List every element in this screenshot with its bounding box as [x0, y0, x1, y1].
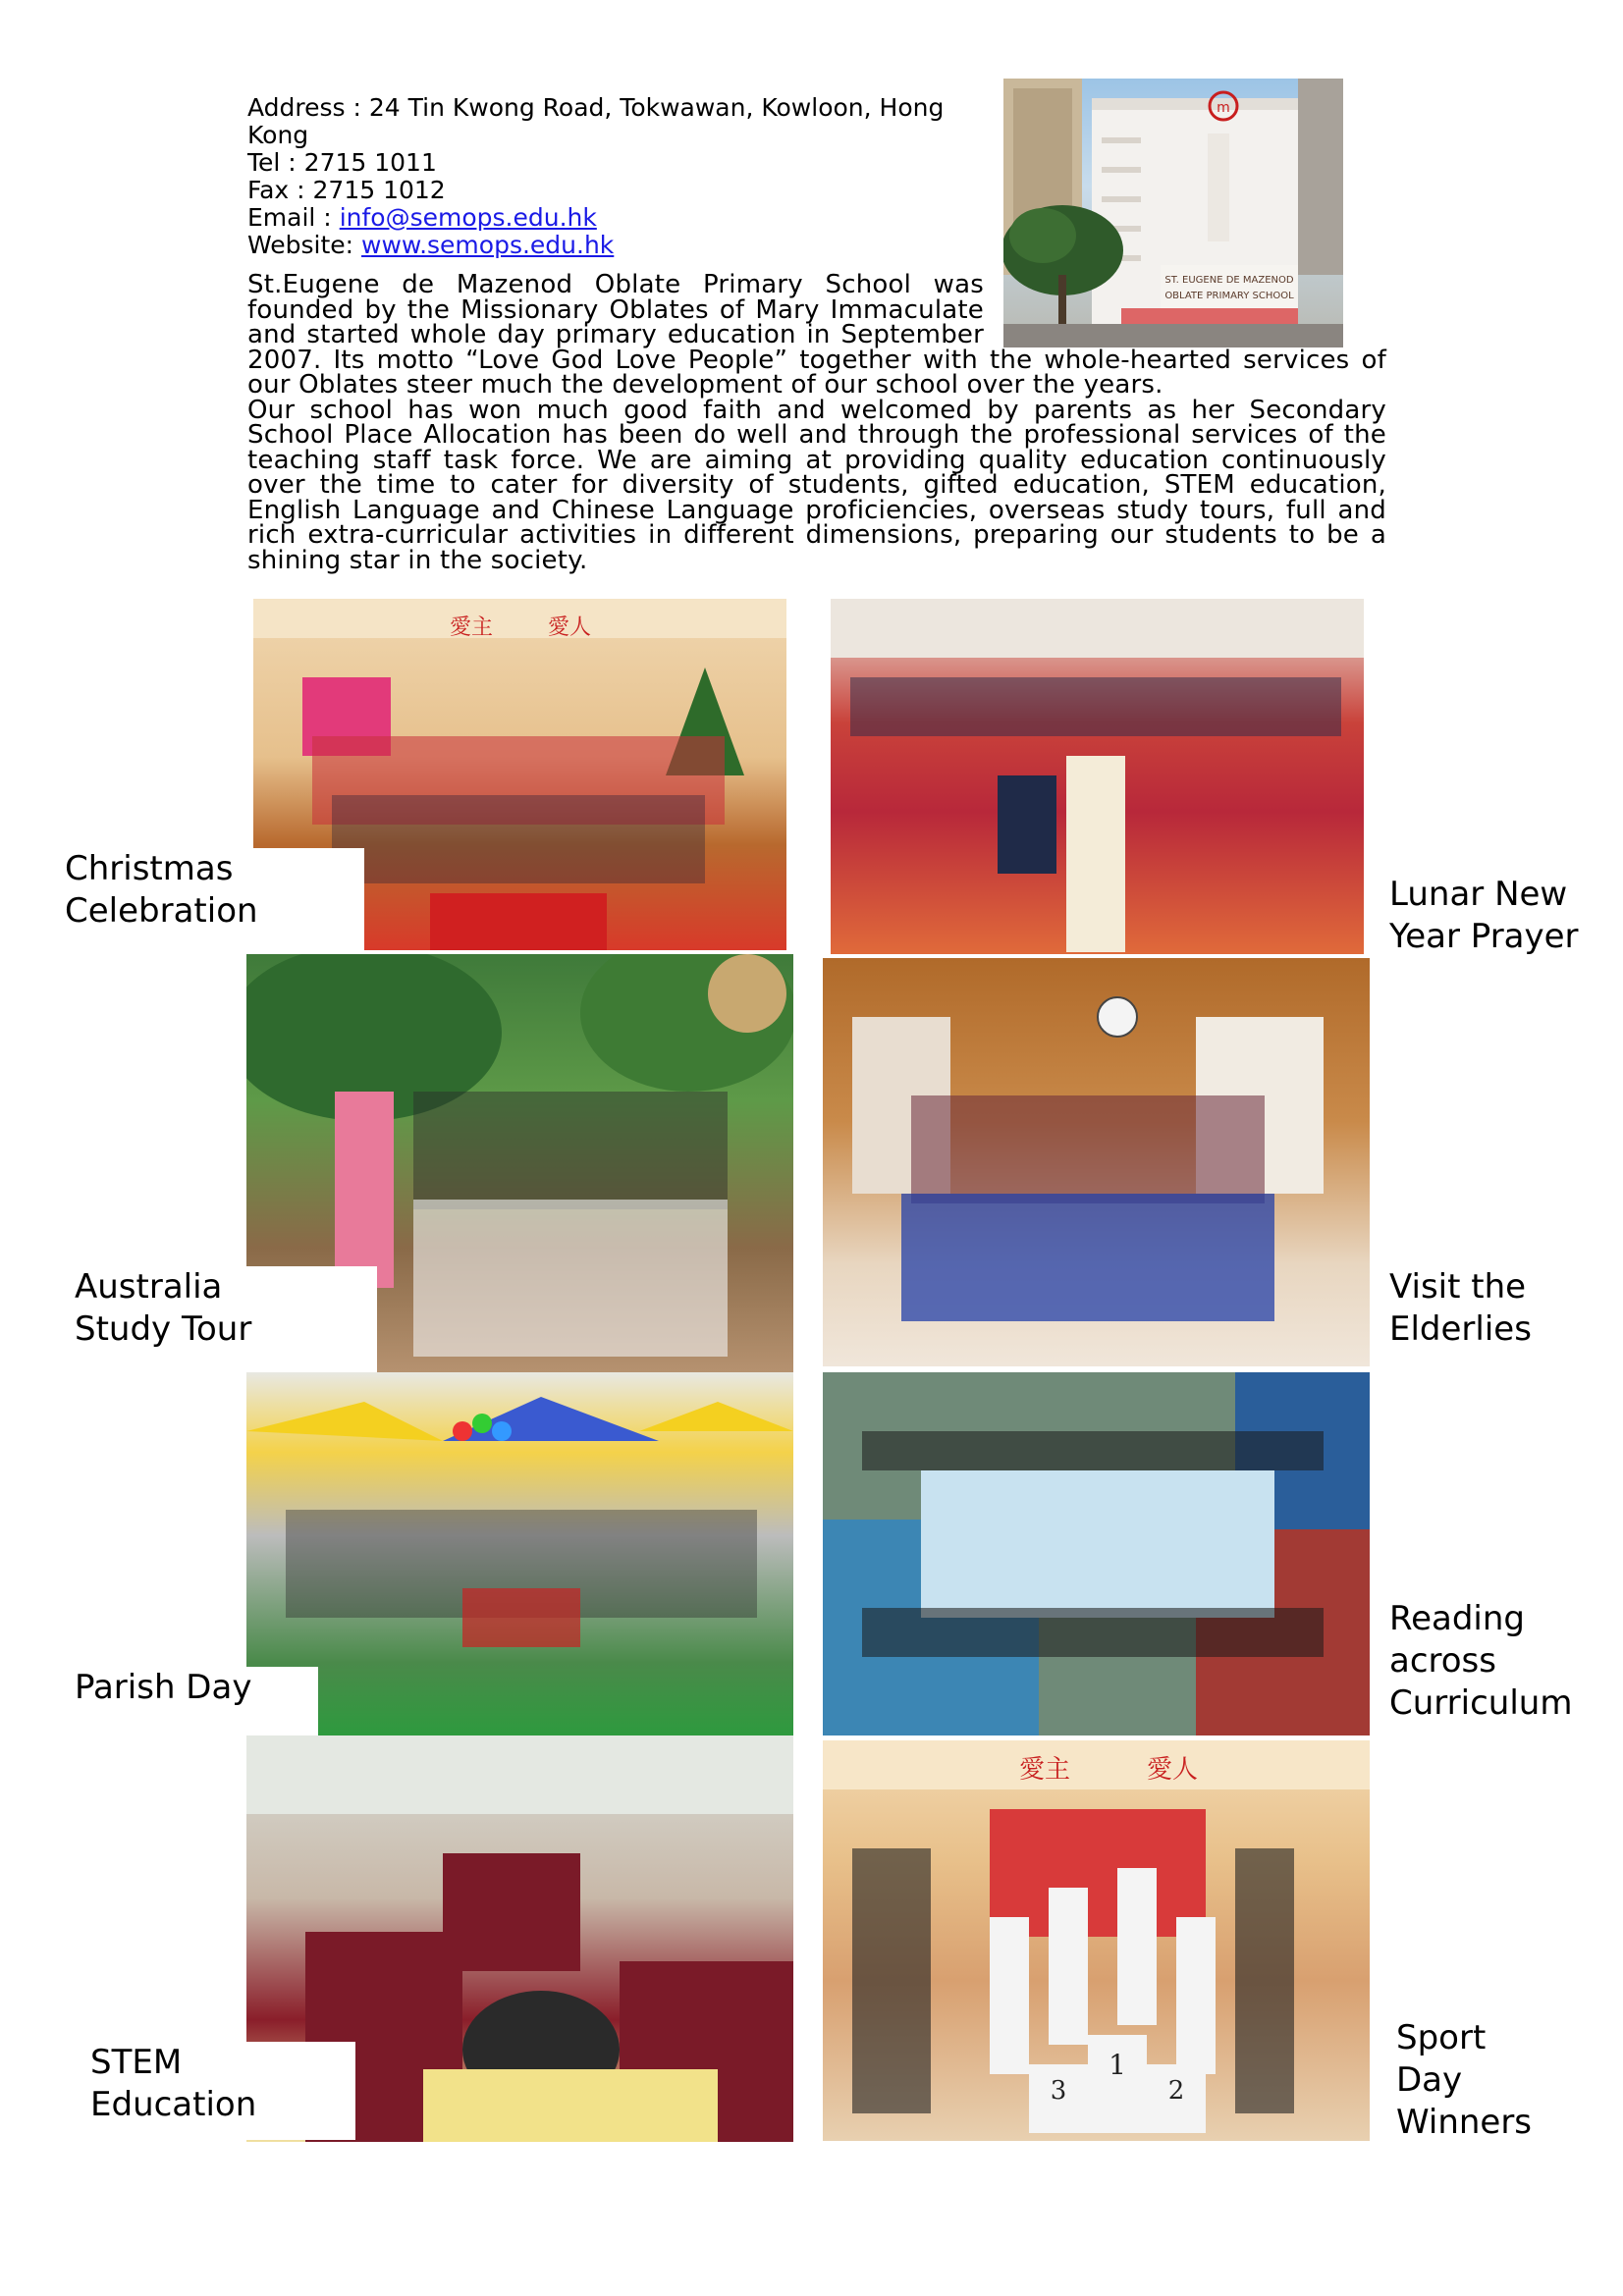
reading-photo	[823, 1372, 1370, 1735]
intro-paragraph-1: St.Eugene de Mazenod Oblate Primary School was founded by the Missionary Oblates of Mary Immaculate and started whole day primary education in September 2007. Its motto “Love God Love People” together with the whole-hearted services of our Oblates steer much the development of our school over the years.	[247, 270, 1386, 400]
caption-parish	[75, 1667, 318, 1745]
elderlies-photo	[823, 958, 1370, 1366]
school-introduction	[247, 270, 1386, 575]
podium-2: 2	[1167, 2076, 1185, 2106]
parish-day-photo	[246, 1372, 793, 1735]
caption-lunar-line1: Lunar New	[1389, 875, 1568, 914]
caption-stem-line1: STEM	[90, 2043, 183, 2082]
intro-paragraph-2: Our school has won much good faith and welcomed by parents as her Secondary School Place Allocation has been do well and through the professional services of the teaching staff task force. We are aiming at providing quality education continuously over the time to cater for diversity of students, gifted education, STEM education, English Language and Chinese Language proficiencies, overseas study tours, full and rich extra-curricular activities in different dimensions, preparing our students to be a shining star in the society.	[247, 395, 1386, 575]
caption-australia-line1: Australia	[75, 1267, 223, 1307]
caption-sport	[1396, 2017, 1612, 2155]
fax-line: Fax : 2715 1012	[247, 176, 446, 204]
caption-sport-line2: Day	[1396, 2060, 1463, 2100]
caption-stem-line2: Education	[90, 2085, 257, 2124]
caption-lunar	[1389, 874, 1615, 962]
caption-reading-line2: across	[1389, 1641, 1496, 1681]
address-line-cont: Kong	[247, 121, 309, 149]
text-wrap-spacer	[984, 273, 1386, 347]
caption-elderlies-line1: Visit the	[1389, 1267, 1527, 1307]
svg-text:m: m	[1217, 100, 1230, 116]
caption-reading-line3: Curriculum	[1389, 1683, 1573, 1723]
website-line	[247, 232, 994, 259]
christmas-banner-right: 愛人	[548, 615, 592, 640]
caption-australia-line2: Study Tour	[75, 1309, 252, 1349]
caption-elderlies-line2: Elderlies	[1389, 1309, 1532, 1349]
caption-stem	[90, 2042, 355, 2140]
podium-3: 3	[1050, 2076, 1067, 2106]
tel-line: Tel : 2715 1011	[247, 148, 437, 177]
caption-lunar-line2: Year Prayer	[1389, 917, 1579, 956]
website-link[interactable]: www.semops.edu.hk	[361, 231, 615, 259]
contact-info	[247, 94, 994, 259]
sport-banner-left: 愛主	[1019, 1755, 1071, 1785]
website-label: Website:	[247, 231, 362, 259]
sport-day-photo	[823, 1740, 1370, 2141]
sport-banner-right: 愛人	[1147, 1755, 1199, 1785]
christmas-banner-left: 愛主	[450, 615, 494, 640]
school-sign-line1: ST. EUGENE DE MAZENOD	[1164, 275, 1294, 286]
email-link[interactable]: info@semops.edu.hk	[339, 203, 597, 232]
caption-christmas	[65, 848, 364, 966]
lunar-new-year-photo	[831, 599, 1364, 954]
caption-elderlies	[1389, 1266, 1615, 1355]
caption-australia	[75, 1266, 377, 1384]
caption-parish-line1: Parish Day	[75, 1668, 252, 1707]
podium-1: 1	[1109, 2049, 1126, 2081]
email-line	[247, 204, 994, 232]
caption-christmas-line2: Celebration	[65, 891, 258, 931]
caption-christmas-line1: Christmas	[65, 849, 234, 888]
email-label: Email :	[247, 203, 340, 232]
address-line: Address : 24 Tin Kwong Road, Tokwawan, Kowloon, Hong	[247, 93, 945, 122]
school-sign-line2: OBLATE PRIMARY SCHOOL	[1164, 291, 1294, 301]
caption-reading-line1: Reading	[1389, 1599, 1526, 1638]
caption-sport-line1: Sport	[1396, 2018, 1487, 2057]
caption-sport-line3: Winners	[1396, 2103, 1533, 2142]
caption-reading	[1389, 1598, 1615, 1735]
